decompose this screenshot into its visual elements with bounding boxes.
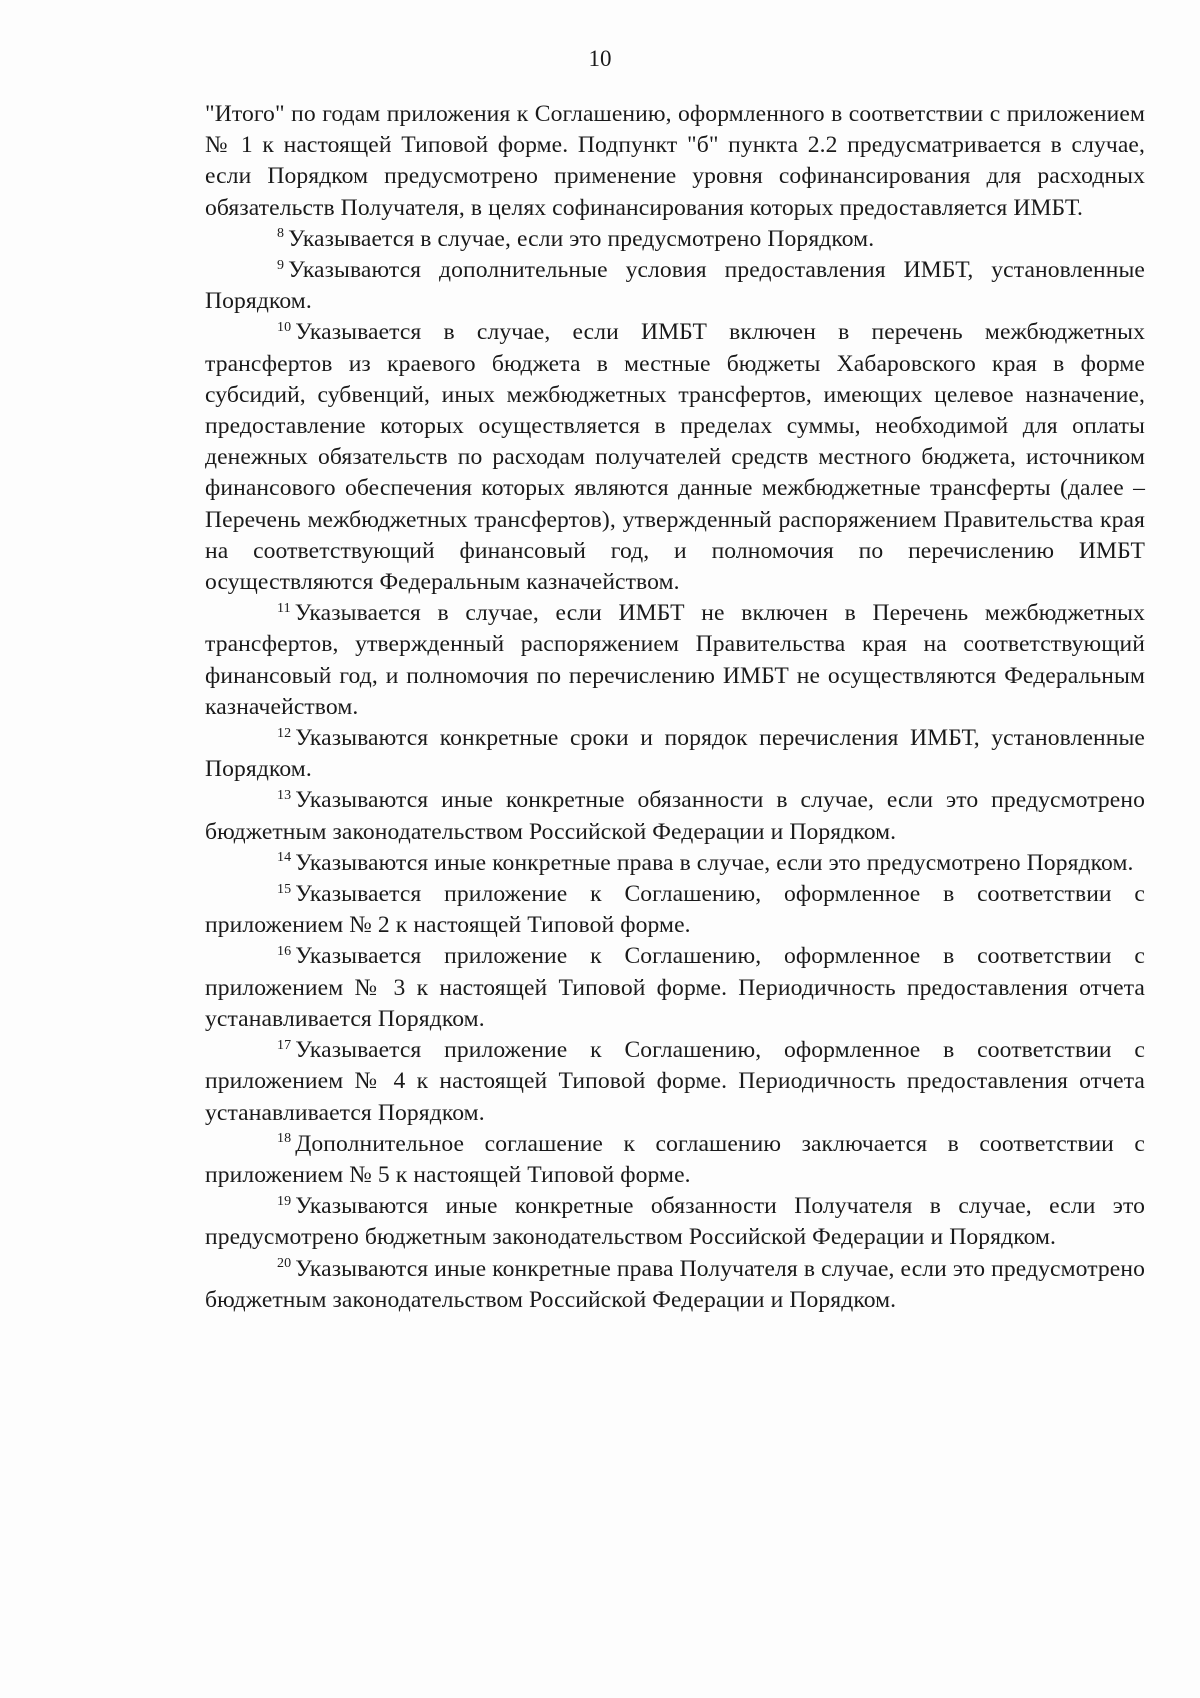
footnote-mark: 20 (277, 1256, 292, 1272)
footnote-mark: 19 (277, 1193, 292, 1209)
footnote-text: Указываются дополнительные условия предоставления ИМБТ, установленные Порядком. (205, 257, 1145, 315)
footnote-text: Указывается в случае, если ИМБТ включен в перечень межбюджетных трансфертов из краевого бюджета в местные бюджеты Хабаровского края в форме субсидий, субвенций, иных межбюджетных трансфертов, имеющих целевое назначение, предоставление которых осуществляется в пределах суммы, необходимой для оплаты денежных обязательств по расходам получателей средств местного бюджета, источником финансового обеспечения которых являются данные межбюджетные трансферты (далее – Перечень межбюджетных трансфертов), утвержденный распоряжением Правительства края на соответствующий финансовый год, и полномочия по перечислению ИМБТ осуществляются Федеральным казначейством. (205, 319, 1145, 596)
footnote (205, 848, 1145, 879)
footnote-mark: 16 (277, 944, 292, 960)
footnote-mark: 18 (277, 1131, 292, 1147)
footnote-text: Указывается в случае, если это предусмотрено Порядком. (288, 225, 875, 252)
footnote (205, 1129, 1145, 1191)
footnote-text: Указываются иные конкретные права в случае, если это предусмотрено Порядком. (295, 849, 1134, 876)
footnote-text: Указывается приложение к Соглашению, оформленное в соответствии с приложением № 3 к настоящей Типовой форме. Периодичность предоставления отчета устанавливается Порядком. (205, 943, 1145, 1032)
footnote-text: Указывается приложение к Соглашению, оформленное в соответствии с приложением № 2 к настоящей Типовой форме. (205, 881, 1145, 939)
footnote-text: Указываются иные конкретные обязанности в случае, если это предусмотрено бюджетным законодательством Российской Федерации и Порядком. (205, 787, 1145, 845)
footnote-mark: 12 (277, 725, 292, 741)
footnotes-section (205, 99, 1145, 1316)
footnote-mark: 15 (277, 881, 292, 897)
footnote (205, 941, 1145, 1035)
footnote (205, 785, 1145, 847)
footnote (205, 224, 1145, 255)
footnote-mark: 9 (277, 257, 285, 273)
footnote (205, 879, 1145, 941)
footnote (205, 723, 1145, 785)
footnote-text: Указываются конкретные сроки и порядок перечисления ИМБТ, установленные Порядком. (205, 725, 1145, 783)
footnote-text: Указывается в случае, если ИМБТ не включен в Перечень межбюджетных трансфертов, утвержденный распоряжением Правительства края на соответствующий финансовый год, и полномочия по перечислению ИМБТ не осуществляются Федеральным казначейством. (205, 600, 1145, 720)
footnote-text: Указываются иные конкретные права Получателя в случае, если это предусмотрено бюджетным законодательством Российской Федерации и Порядком. (205, 1255, 1145, 1313)
footnote (205, 1191, 1145, 1253)
page-number: 10 (588, 46, 612, 71)
footnote (205, 1035, 1145, 1129)
continuation-paragraph: "Итого" по годам приложения к Соглашению, оформленного в соответствии с приложением № 1 к настоящей Типовой форме. Подпункт "б" пункта 2.2 предусматривается в случае, если Порядком предусмотрено применение уровня софинансирования для расходных обязательств Получателя, в целях софинансирования которых предоставляется ИМБТ. (205, 101, 1145, 221)
footnote-mark: 8 (277, 226, 285, 242)
footnote-text: Дополнительное соглашение к соглашению заключается в соответствии с приложением № 5 к настоящей Типовой форме. (205, 1130, 1145, 1188)
footnote-mark: 17 (277, 1037, 292, 1053)
footnote-mark: 14 (277, 850, 292, 866)
footnote-mark: 13 (277, 788, 292, 804)
footnote (205, 598, 1145, 723)
footnote-mark: 10 (277, 320, 292, 336)
footnote-text: Указываются иные конкретные обязанности Получателя в случае, если это предусмотрено бюджетным законодательством Российской Федерации и Порядком. (205, 1193, 1145, 1251)
footnote-text: Указывается приложение к Соглашению, оформленное в соответствии с приложением № 4 к настоящей Типовой форме. Периодичность предоставления отчета устанавливается Порядком. (205, 1037, 1145, 1126)
footnote (205, 1254, 1145, 1316)
footnote-mark: 11 (277, 600, 291, 616)
footnote (205, 255, 1145, 317)
footnote (205, 317, 1145, 598)
